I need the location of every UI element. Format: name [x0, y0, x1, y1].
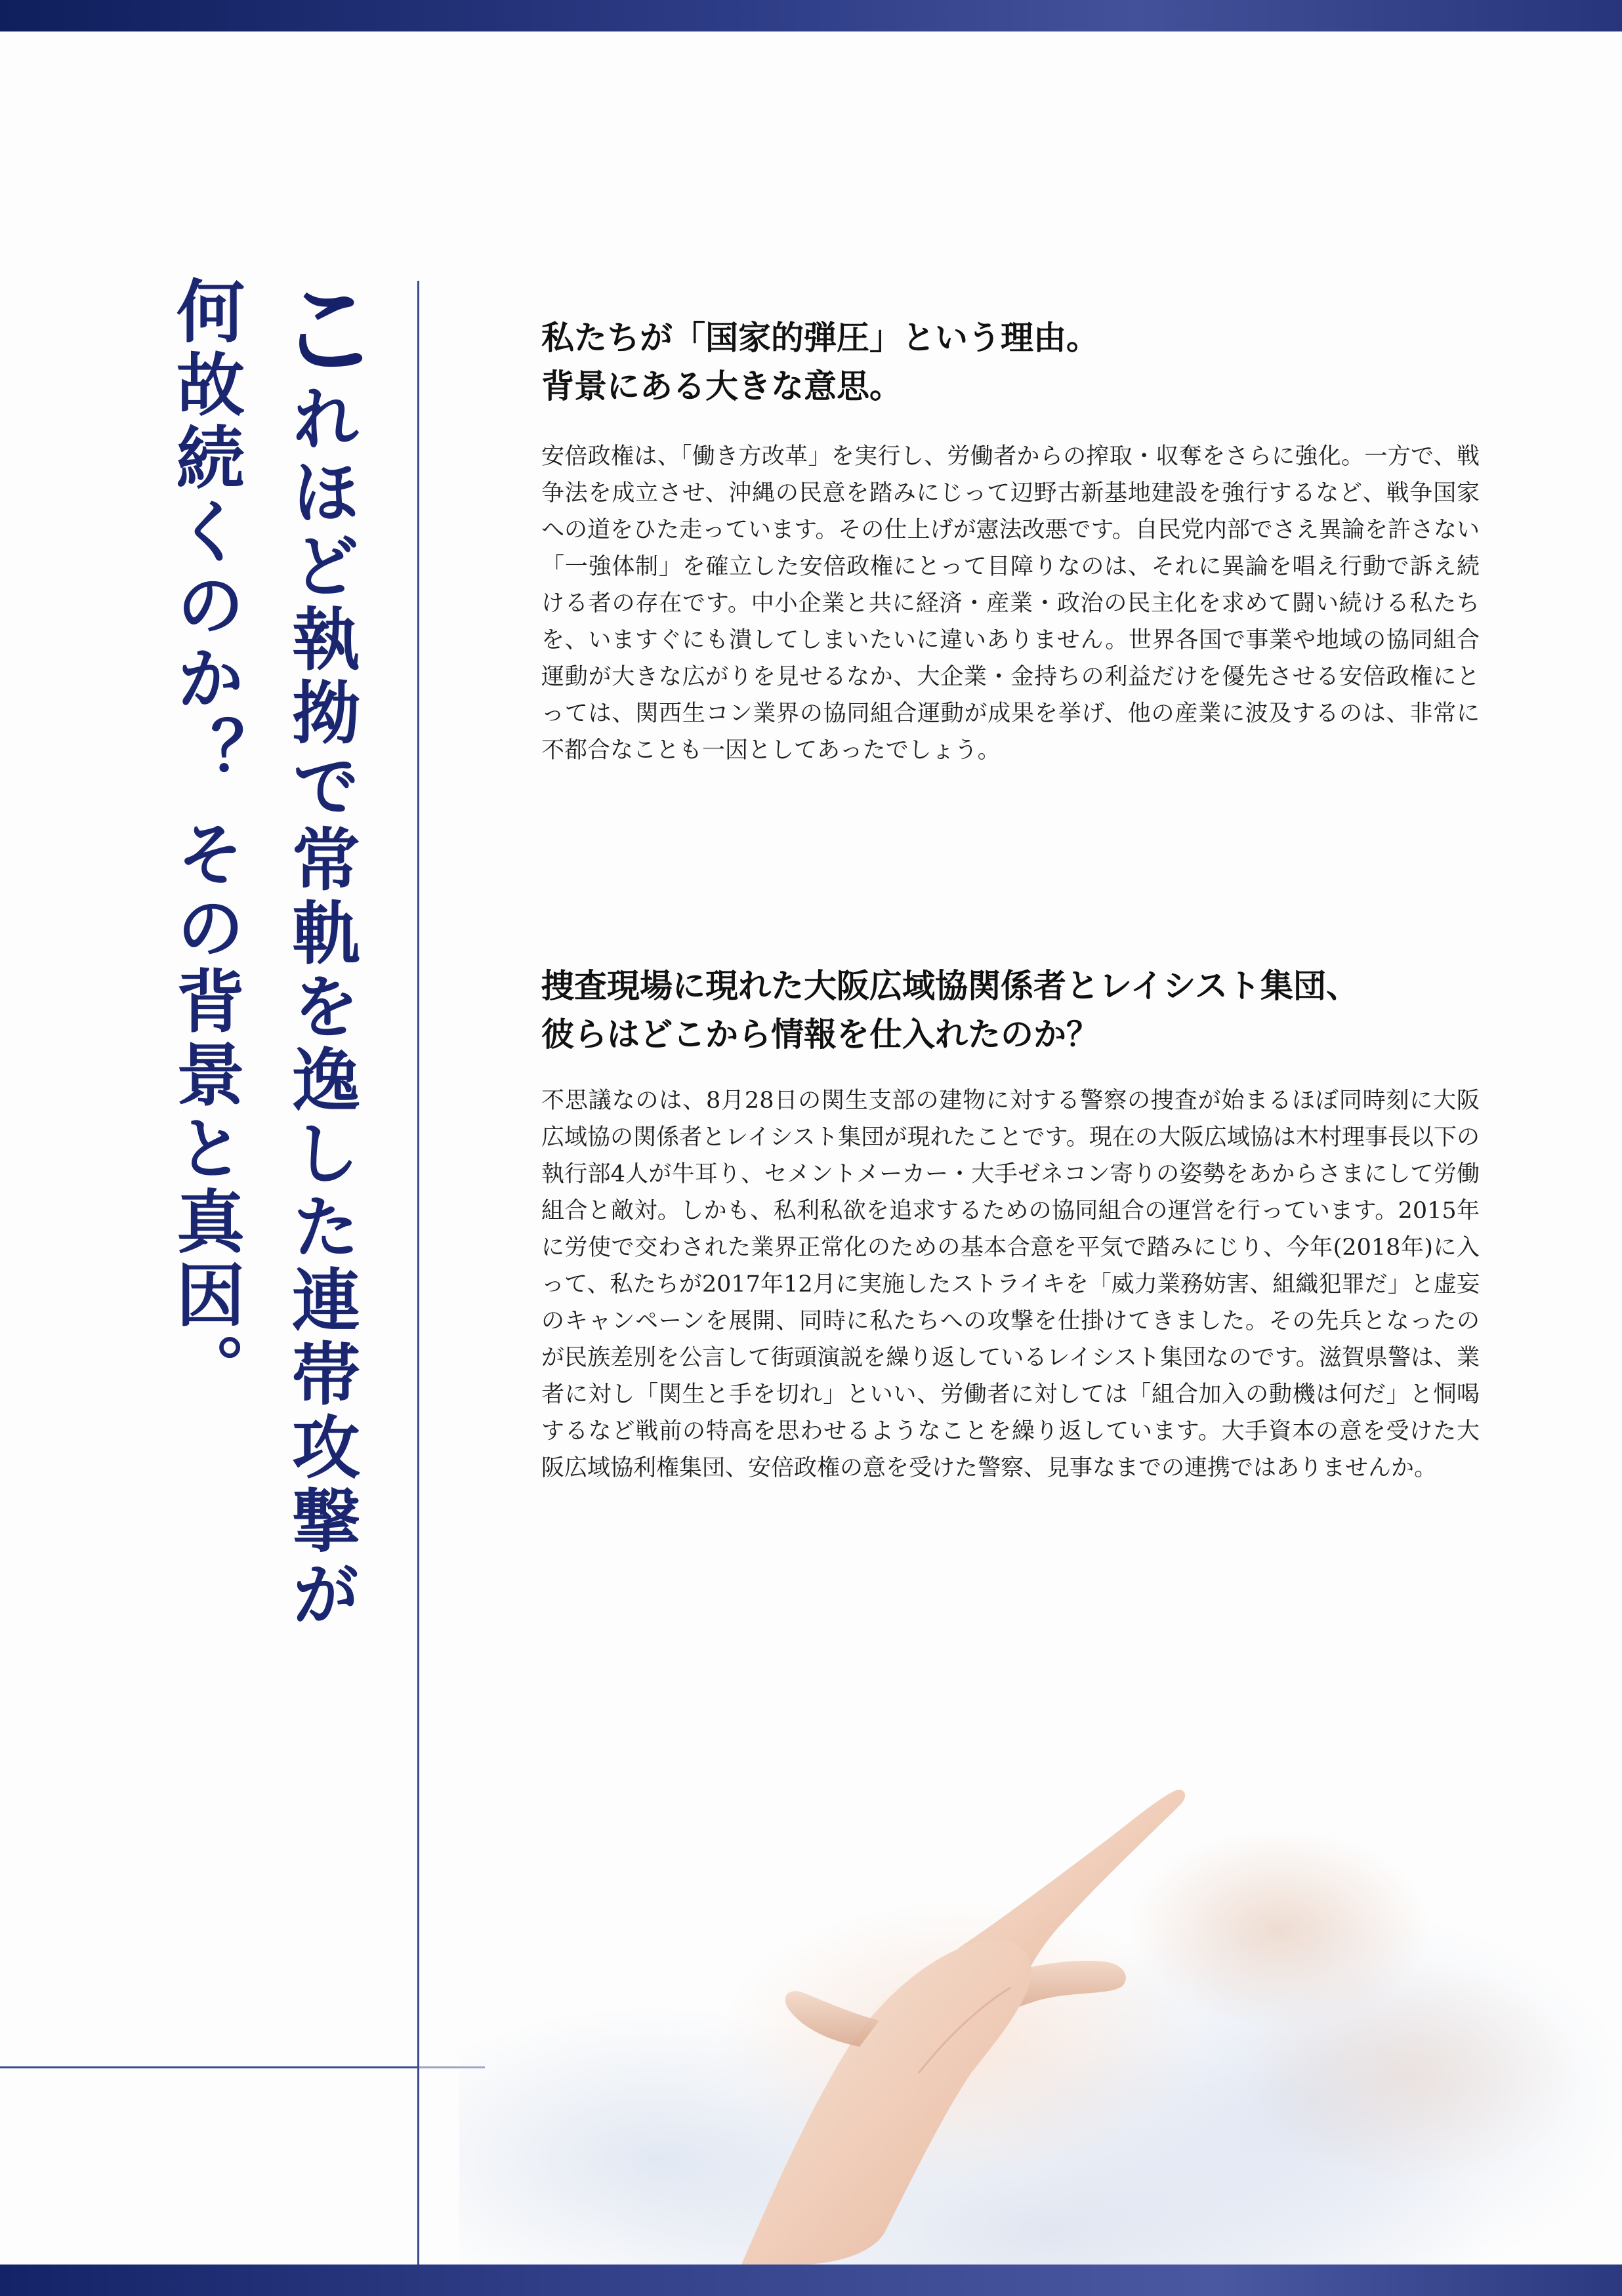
bottom-color-band [0, 2265, 1622, 2296]
section-national-suppression [541, 314, 1480, 769]
section-heading-line-2: 背景にある大きな意思。 [541, 367, 902, 405]
section-information-source [541, 962, 1480, 1486]
horizontal-divider [0, 2066, 417, 2068]
top-color-band [0, 0, 1622, 31]
section-heading [541, 314, 1480, 411]
vertical-headline [147, 276, 381, 1632]
headline-line-1 [260, 276, 381, 1632]
section-heading [541, 962, 1480, 1059]
headline-initial-char: こ [260, 276, 381, 383]
headline-line-2: 何故続くのか？ その背景と真因。 [165, 276, 245, 1407]
hands-photo [459, 1732, 1622, 2265]
section-body: 安倍政権は、「働き方改革」を実行し、労働者からの搾取・収奪をさらに強化。一方で、戦争法を成立させ、沖縄の民意を踏みにじって辺野古新基地建設を強行するなど、戦争国家への道をひた走っています。その仕上げが憲法改悪です。自民党内部でさえ異論を許さない「一強体制」を確立した安倍政権にとって目障りなのは、それに異論を唱え行動で訴え続ける者の存在です。中小企業と共に経済・産業・政治の民主化を求めて闘い続ける私たちを、いますぐにも潰してしまいたいに違いありません。世界各国で事業や地域の協同組合運動が大きな広がりを見せるなか、大企業・金持ちの利益だけを優先させる安倍政権にとっては、関西生コン業界の協同組合運動が成果を挙げ、他の産業に波及するのは、非常に不都合なことも一因としてあったでしょう。 [541, 443, 1480, 764]
headline-line-1-rest: れほど執拗で常軌を逸した連帯攻撃が [280, 383, 361, 1632]
section-heading-line-2: 彼らはどこから情報を仕入れたのか？ [541, 1015, 1099, 1054]
section-heading-line-1: 私たちが「国家的弾圧」という理由。 [541, 319, 1099, 357]
raised-hand-illustration [459, 1732, 1622, 2265]
section-heading-line-1: 捜査現場に現れた大阪広域協関係者とレイシスト集団、 [541, 967, 1359, 1005]
vertical-divider [417, 281, 419, 2268]
section-body: 不思議なのは、8月28日の関生支部の建物に対する警察の捜査が始まるほぼ同時刻に大阪広域協の関係者とレイシスト集団が現れたことです。現在の大阪広域協は木村理事長以下の執行部4人が牛耳り、セメントメーカー・大手ゼネコン寄りの姿勢をあからさまにして労働組合と敵対。しかも、私利私欲を追求するための協同組合の運営を行っています。2015年に労使で交わされた業界正常化のための基本合意を平気で踏みにじり、今年(2018年)に入って、私たちが2017年12月に実施したストライキを「威力業務妨害、組織犯罪だ」と虚妄のキャンペーンを展開、同時に私たちへの攻撃を仕掛けてきました。その先兵となったのが民族差別を公言して街頭演説を繰り返しているレイシスト集団なのです。滋賀県警は、業者に対し「関生と手を切れ」といい、労働者に対しては「組合加入の動機は何だ」と恫喝するなど戦前の特高を思わせるようなことを繰り返しています。大手資本の意を受けた大阪広域協利権集団、安倍政権の意を受けた警察、見事なまでの連携ではありませんか。 [541, 1088, 1480, 1481]
